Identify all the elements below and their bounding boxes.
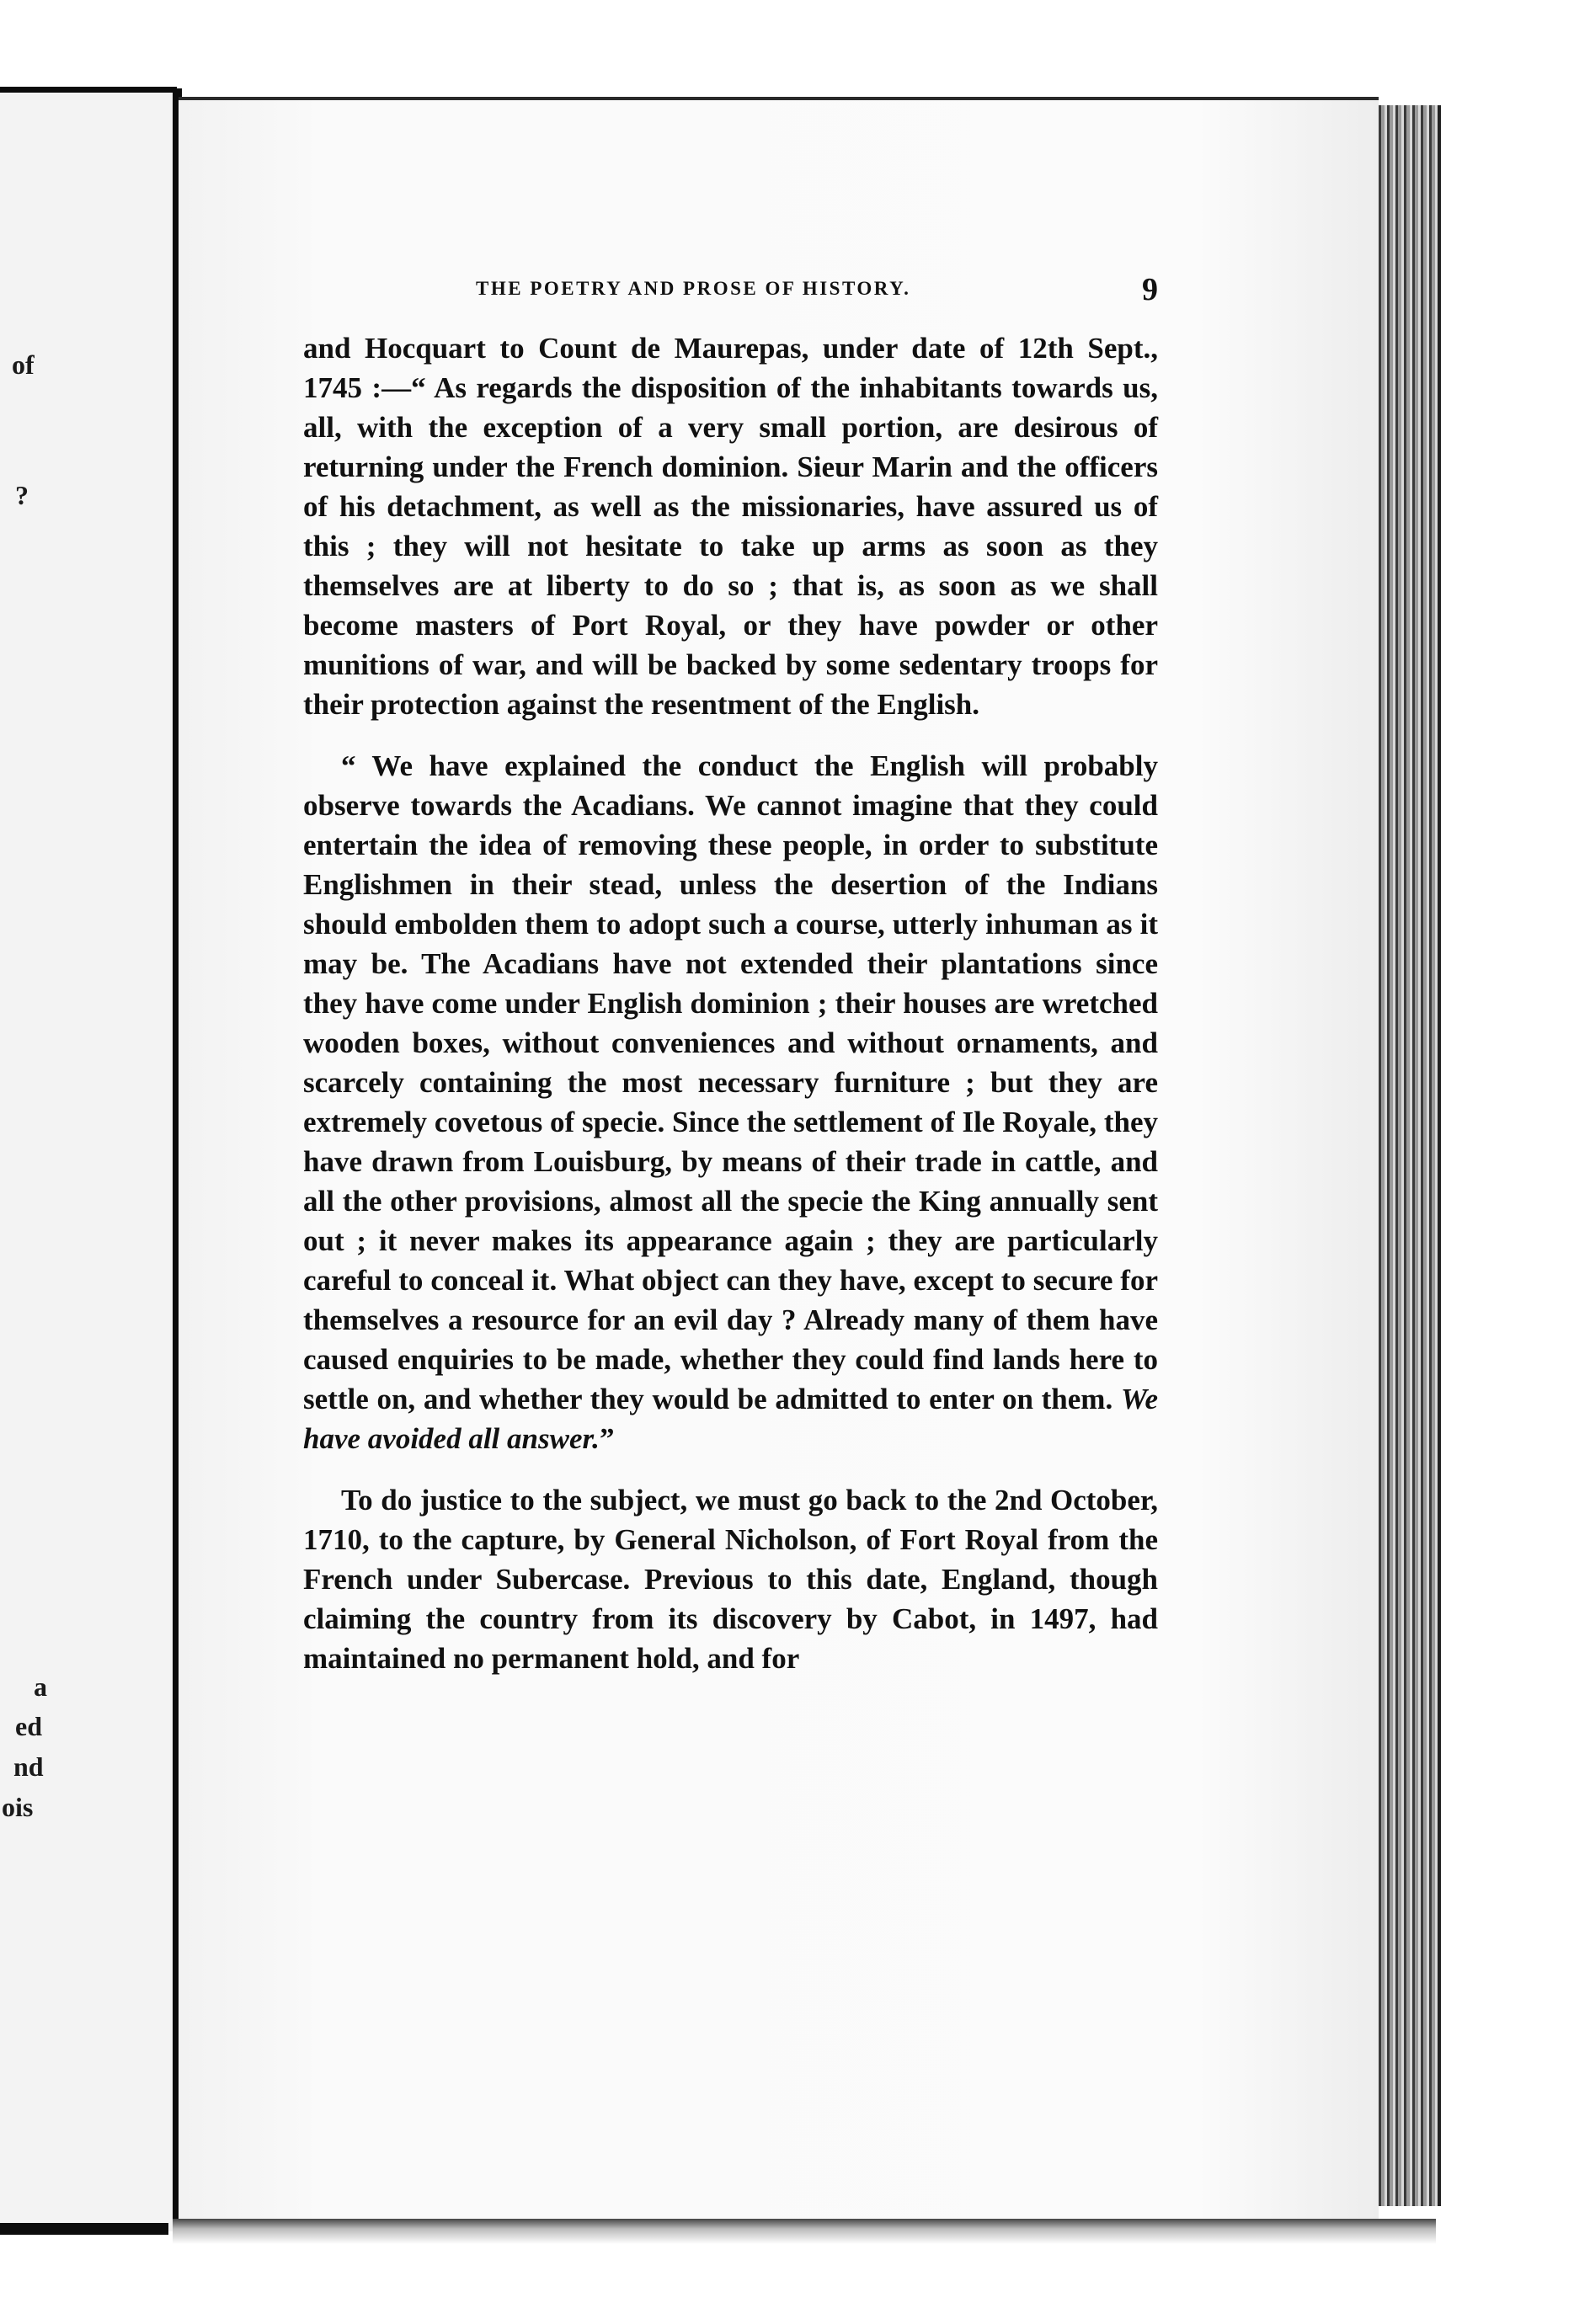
left-page-fragment: nd — [13, 1751, 44, 1782]
running-head — [303, 272, 1158, 328]
running-title: THE POETRY AND PROSE OF HISTORY. — [476, 278, 911, 299]
page-text-block — [303, 272, 1159, 1678]
page-stack-edge — [1379, 105, 1441, 2206]
left-page-fragment: ? — [15, 480, 29, 510]
page-number: 9 — [1142, 272, 1158, 307]
left-page-fragment: ois — [2, 1792, 34, 1822]
paragraph-2 — [303, 746, 1158, 1458]
page-bottom-shadow — [173, 2219, 1436, 2244]
left-page-bottom-edge — [0, 2223, 168, 2235]
left-page-top-edge — [0, 87, 177, 93]
left-page — [0, 88, 182, 2231]
left-page-fragment: of — [12, 349, 35, 380]
paragraph-2-text: “ We have explained the conduct the English will probably observe towards the Acadians. We cannot imagine that they could entertain the idea of removing these people, in order to substitute Englishmen in their stead, unless the desertion of the Indians should embolden them to adopt such a course, utterly inhuman as it may be. The Acadians have not extended their plantations since they have come under English dominion ; their houses are wretched wooden boxes, without conveniences and without ornaments, and scarcely containing the most necessary furniture ; but they are extremely covetous of specie. Since the settlement of Ile Royale, they have drawn from Louisburg, by means of their trade in cattle, and all the other provisions, almost all the specie the King annually sent out ; it never makes its appearance again ; they are particularly careful to conceal it. What object can they have, except to secure for themselves a resource for an evil day ? Already many of them have caused enquiries to be made, whether they could find lands here to settle on, and whether they would be admitted to enter on them. — [303, 749, 1158, 1415]
left-page-fragment: a — [34, 1671, 47, 1702]
paragraph-2-closing-quote: ” — [599, 1422, 615, 1455]
left-page-fragment: ed — [15, 1711, 42, 1741]
paragraph-2-emphasis: We have avoided all answer. — [303, 1383, 1159, 1455]
paragraph-3: To do justice to the subject, we must go back to the 2nd October, 1710, to the capture, by General Nicholson, of Fort Royal from the French under Subercase. Previous to this date, England, though claiming the country from its discovery by Cabot, in 1497, had maintained no permanent hold, and for — [303, 1484, 1158, 1675]
paragraph-1: and Hocquart to Count de Maurepas, under date of 12th Sept., 1745 :—“ As regards the disposition of the inhabitants towards us, all, with the exception of a very small portion, are desirous of returning under the French dominion. Sieur Marin and the officers of his detachment, as well as the missionaries, have assured us of this ; they will not hesitate to take up arms as soon as they themselves are at liberty to do so ; that is, as soon as we shall become masters of Port Royal, or they have powder or other munitions of war, and will be backed by some sedentary troops for their protection against the resentment of the English. — [303, 332, 1158, 721]
